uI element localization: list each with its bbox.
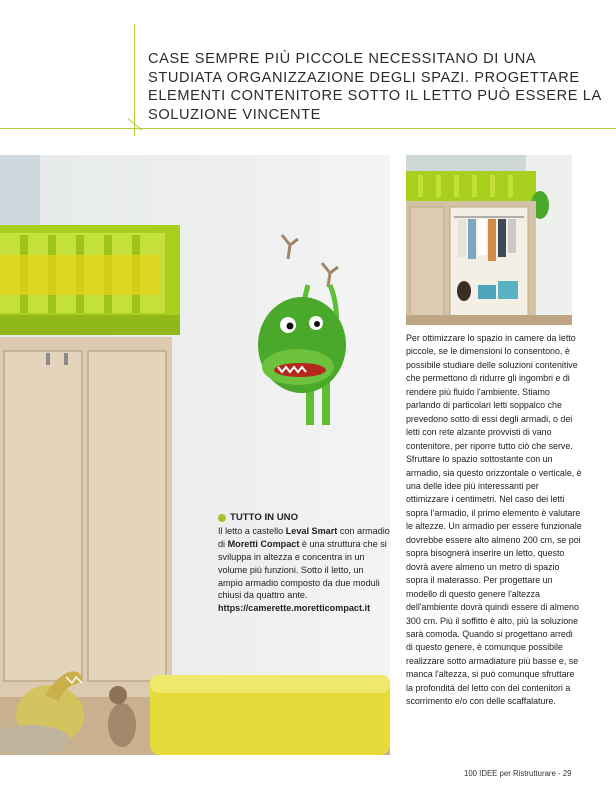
caption-title-row	[218, 512, 390, 525]
bullet-dot-icon	[218, 514, 226, 522]
caption-text-2: con armadio di	[218, 525, 390, 549]
bunk-bed-illustration	[0, 155, 390, 755]
caption-url[interactable]: https://camerette.moretticompact.it	[218, 603, 371, 614]
secondary-photo	[406, 155, 572, 325]
main-photo	[0, 155, 390, 755]
caption-title: TUTTO IN UNO	[230, 512, 299, 523]
open-wardrobe-illustration	[406, 155, 572, 325]
caption-text-3: è una struttura che si sviluppa in altezza e concentra in un volume più funzioni. Sotto il letto, un ampio armadio composto da due moduli chiusi da quattro ante.	[218, 538, 387, 601]
photo-caption	[218, 512, 390, 615]
header-rule-horizontal	[0, 128, 616, 129]
headline: CASE SEMPRE PIÙ PICCOLE NECESSITANO DI UNA STUDIATA ORGANIZZAZIONE DEGLI SPAZI. PROGETTARE ELEMENTI CONTENITORE SOTTO IL LETTO PUÒ ESSERE LA SOLUZIONE VINCENTE	[148, 51, 601, 123]
caption-brand: Moretti Compact	[227, 538, 300, 549]
caption-text-1: Il letto a castello	[218, 525, 286, 536]
page-footer: 100 IDEE per Ristrutturare - 29	[464, 769, 572, 778]
caption-product: Leval Smart	[285, 525, 338, 536]
caption-text	[218, 525, 390, 602]
body-text: Per ottimizzare lo spazio in camere da letto piccole, se le dimensioni lo consentono, è possibile studiare delle soluzioni contenitive che permettono di ridurre gli ingombri e di rendere più fluido l'ambiente. Stiamo parlando di particolari letti soppalco che prevedono sotto di essi degli armadi, o dei letti con rete alzante provvisti di vano contenitore, per riporre tutto ciò che serve. Sfruttare lo spazio sottostante con un armadio, sia questo orizzontale o verticale, è una delle idee più interessanti per ottimizzare i centimetri. Nel caso dei letti sopra l'armadio, il primo elemento è valutare le altezze. Un armadio per essere funzionale dovrebbe essere alto almeno 200 cm, se poi sopra bisognerà inserire un letto, questo dovrà avere almeno un metro di spazio sopra il materasso. Per progettare un modello di questo genere l'altezza dell'ambiente dovrà quindi essere di almeno 300 cm. Più il soffitto è alto, più la soluzione sarà comoda. Quando si progettano arredi di questo genere, è comunque possibile realizzare sotto armadiature più basse e, se manca l'altezza, si può comunque sfruttare la profondità del letto con dei contenitori a scorrimento e/o con delle scaffalature.	[406, 333, 582, 707]
header-rule-vertical	[134, 24, 135, 136]
